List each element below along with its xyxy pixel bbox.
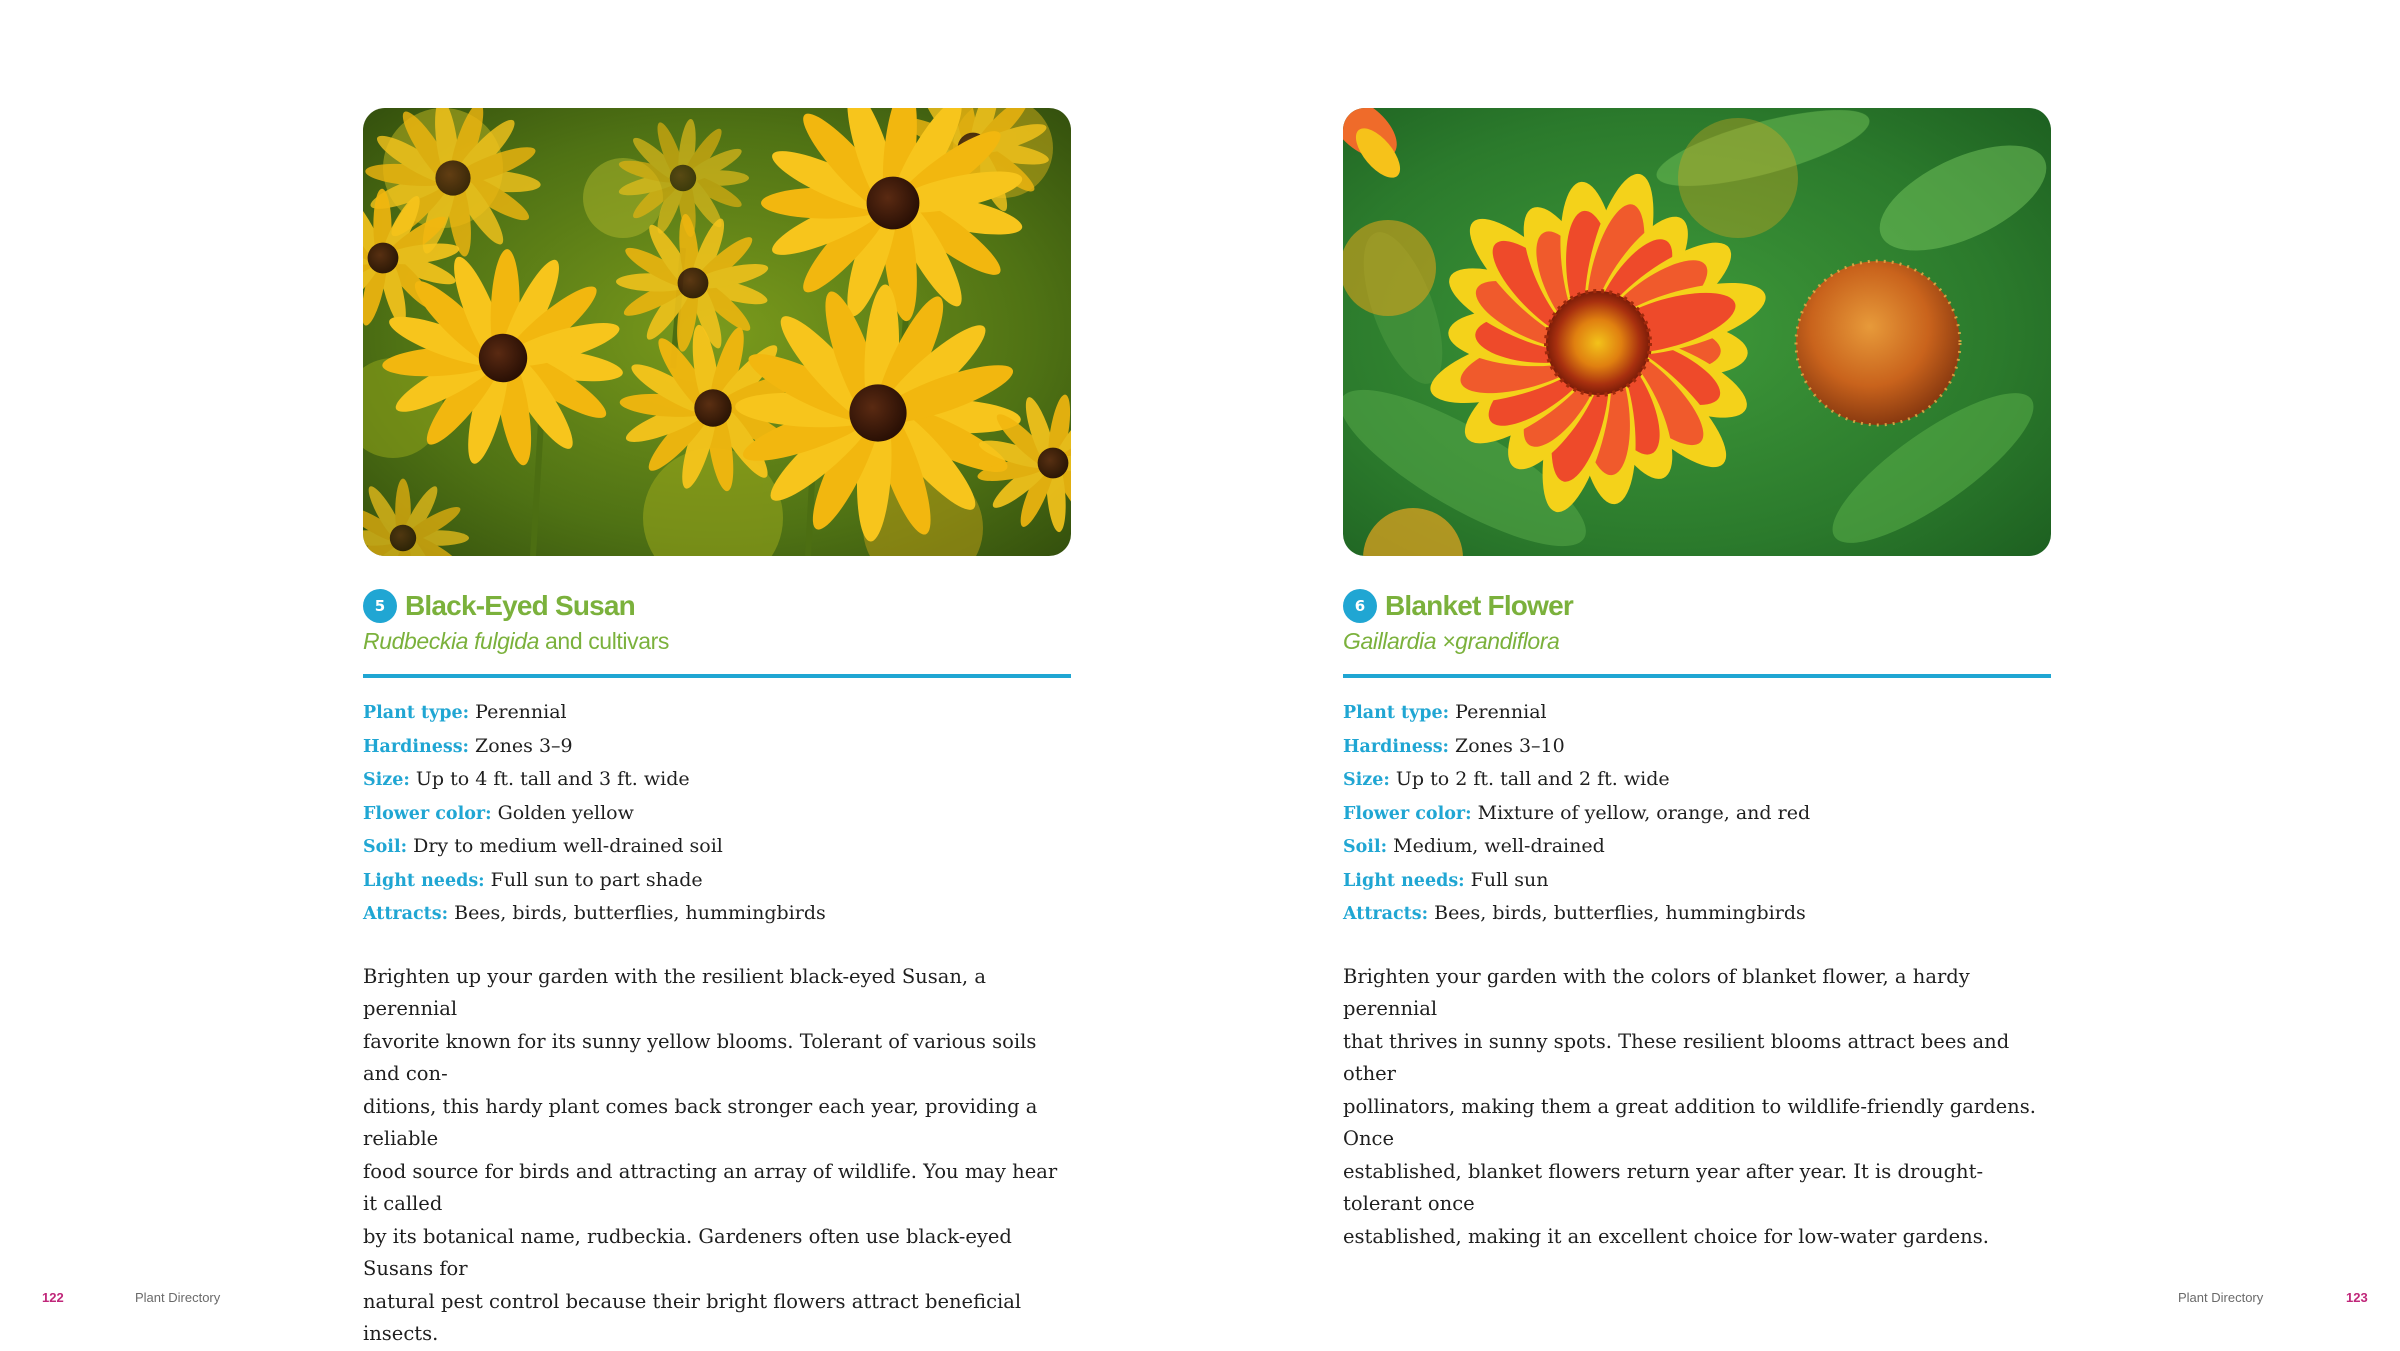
spec-hardiness: Hardiness: Zones 3–10 — [1343, 734, 1565, 757]
footer-page-number: 122 — [42, 1290, 64, 1305]
plant-description: Brighten your garden with the colors of blanket flower, a hardy perennial that thrives in sunny spots. These resilient blooms attract bees and other pollinators, making them a great addition to wildlife-friendly gardens. Once established, blanket flowers return year after year. It is drought-tolerant once established, making it an excellent choice for low-water gardens. — [1343, 964, 2036, 1248]
spec-light-needs: Light needs: Full sun — [1343, 868, 1549, 891]
spec-plant-type: Plant type: Perennial — [1343, 701, 1547, 723]
spec-flower-color: Flower color: Golden yellow — [363, 801, 634, 824]
spec-attracts: Attracts: Bees, birds, butterflies, hummingbirds — [363, 902, 826, 924]
entry-number-badge: 5 — [363, 589, 397, 623]
plant-common-name: Blanket Flower — [1385, 590, 1573, 621]
footer-page-number: 123 — [2346, 1290, 2368, 1305]
spec-soil: Soil: Dry to medium well-drained soil — [363, 835, 723, 857]
plant-description: Brighten up your garden with the resilient black-eyed Susan, a perennial favorite known for its sunny yellow blooms. Tolerant of various soils and con- ditions, this hardy plant comes back stronger each year, providing a reliable food source for birds and attracting an array of wildlife. You may hear it called by its botanical name, rudbeckia. Gardeners often use black-eyed Susans for natural pest control because their bright flowers attract beneficial insects. — [363, 964, 1058, 1345]
plant-common-name: Black-Eyed Susan — [405, 590, 635, 621]
plant-specs — [1343, 696, 2051, 931]
plant-photo-blanket-flower — [1343, 108, 2051, 556]
footer-section-title: Plant Directory — [135, 1290, 221, 1305]
entry-number-badge: 6 — [1343, 589, 1377, 623]
plant-title — [363, 586, 1071, 626]
spec-size: Size: Up to 2 ft. tall and 2 ft. wide — [1343, 768, 1670, 790]
spec-plant-type: Plant type: Perennial — [363, 701, 567, 723]
plant-photo-black-eyed-susan — [363, 108, 1071, 556]
plant-entry-black-eyed-susan — [363, 108, 1071, 1351]
plant-scientific-name: Rudbeckia fulgida and cultivars — [363, 628, 669, 654]
divider-rule — [1343, 674, 2051, 678]
left-page — [0, 0, 1200, 1350]
footer-section-title: Plant Directory — [2178, 1290, 2264, 1305]
divider-rule — [363, 674, 1071, 678]
plant-title — [1343, 586, 2051, 626]
spec-hardiness: Hardiness: Zones 3–9 — [363, 734, 573, 757]
right-page — [1200, 0, 2400, 1350]
plant-scientific-name: Gaillardia ×grandiflora — [1343, 628, 1560, 654]
spec-attracts: Attracts: Bees, birds, butterflies, hummingbirds — [1343, 902, 1806, 924]
plant-entry-blanket-flower — [1343, 108, 2051, 1253]
spec-size: Size: Up to 4 ft. tall and 3 ft. wide — [363, 768, 690, 790]
spec-light-needs: Light needs: Full sun to part shade — [363, 868, 703, 891]
spec-soil: Soil: Medium, well-drained — [1343, 835, 1605, 857]
spec-flower-color: Flower color: Mixture of yellow, orange, and red — [1343, 801, 1811, 824]
plant-specs — [363, 696, 1071, 931]
